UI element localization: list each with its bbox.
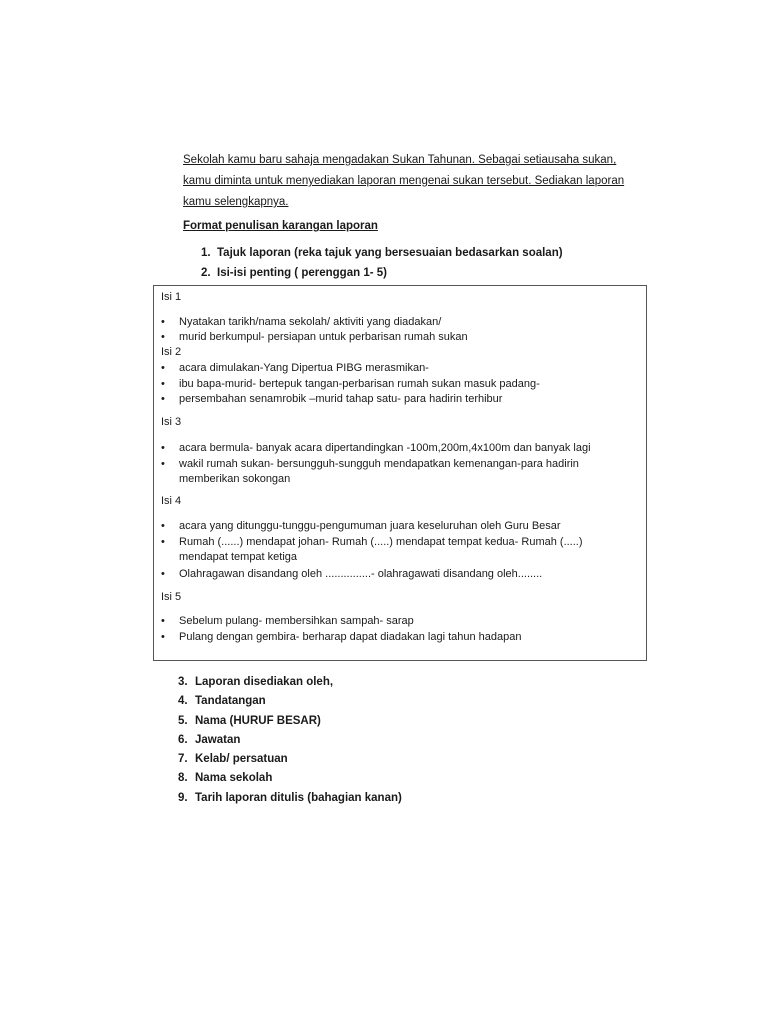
bullet-item — [161, 458, 579, 470]
bullet-item — [161, 568, 542, 580]
list-item — [178, 753, 402, 772]
list-text: Kelab/ persatuan — [195, 753, 288, 766]
isi-4-label: Isi 4 — [161, 495, 182, 507]
isi-2-label: Isi 2 — [161, 346, 182, 358]
list-number: 8. — [178, 772, 188, 785]
bullet-text: acara yang ditunggu-tunggu-pengumuman juara keseluruhan oleh Guru Besar — [179, 520, 561, 532]
question-line: kamu diminta untuk menyediakan laporan mengenai sukan tersebut. Sediakan laporan — [183, 175, 625, 187]
list-item — [178, 734, 402, 753]
bullet-icon: • — [161, 331, 165, 343]
list-item — [201, 247, 563, 267]
list-number: 5. — [178, 714, 188, 727]
bullet-icon: • — [161, 520, 165, 532]
list-item — [178, 715, 402, 734]
list-number: 7. — [178, 753, 188, 766]
list-item — [178, 676, 402, 695]
list-text: Tandatangan — [195, 695, 266, 708]
list-text: Nama sekolah — [195, 772, 273, 785]
bullet-icon: • — [161, 458, 165, 470]
bullet-text: Sebelum pulang- membersihkan sampah- sarap — [179, 615, 414, 627]
bullet-icon: • — [161, 393, 165, 405]
bullet-item — [161, 536, 583, 548]
numbered-list-top — [201, 247, 563, 287]
bullet-item — [161, 316, 441, 328]
format-title: Format penulisan karangan laporan — [183, 220, 378, 232]
isi-1-label: Isi 1 — [161, 291, 182, 303]
list-number: 1. — [201, 247, 211, 259]
bullet-text: acara bermula- banyak acara dipertandingkan -100m,200m,4x100m dan banyak lagi — [179, 442, 591, 454]
list-number: 3. — [178, 676, 188, 688]
bullet-item — [161, 331, 468, 343]
list-text: Nama (HURUF BESAR) — [195, 714, 321, 727]
bullet-icon: • — [161, 568, 165, 580]
list-item — [178, 772, 402, 791]
bullet-text: acara dimulakan-Yang Dipertua PIBG merasmikan- — [179, 362, 429, 374]
isi-5-label: Isi 5 — [161, 591, 182, 603]
list-number: 4. — [178, 695, 188, 708]
bullet-icon: • — [161, 362, 165, 374]
list-text: Tajuk laporan (reka tajuk yang bersesuaian bedasarkan soalan) — [217, 247, 563, 259]
bullet-text: murid berkumpul- persiapan untuk perbarisan rumah sukan — [179, 331, 468, 343]
bullet-item — [161, 615, 414, 627]
bullet-icon: • — [161, 316, 165, 328]
bullet-icon: • — [161, 631, 165, 643]
bullet-item — [161, 442, 591, 454]
bullet-item — [161, 631, 522, 643]
bullet-item — [161, 393, 502, 405]
bullet-icon: • — [161, 378, 165, 390]
list-number: 9. — [178, 791, 188, 804]
question-paragraph — [183, 150, 633, 213]
question-line: Sekolah kamu baru sahaja mengadakan Sukan Tahunan. Sebagai setiausaha sukan, — [183, 154, 617, 166]
bullet-text: Nyatakan tarikh/nama sekolah/ aktiviti yang diadakan/ — [179, 316, 442, 328]
list-number: 2. — [201, 267, 211, 279]
list-item — [178, 792, 402, 811]
bullet-text: Pulang dengan gembira- berharap dapat diadakan lagi tahun hadapan — [179, 631, 522, 643]
content-points-box — [153, 285, 647, 661]
bullet-icon: • — [161, 536, 165, 548]
bullet-continuation: memberikan sokongan — [179, 473, 291, 485]
list-text: Laporan disediakan oleh, — [195, 676, 334, 688]
bullet-continuation: mendapat tempat ketiga — [179, 551, 298, 563]
bullet-item — [161, 520, 561, 532]
isi-3-label: Isi 3 — [161, 416, 182, 428]
bullet-item — [161, 362, 429, 374]
bullet-text: Rumah (......) mendapat johan- Rumah (.....) mendapat tempat kedua- Rumah (.....) — [179, 536, 583, 548]
list-text: Isi-isi penting ( perenggan 1- 5) — [217, 267, 387, 279]
numbered-list-bottom — [178, 676, 402, 811]
list-number: 6. — [178, 733, 188, 746]
list-item — [178, 695, 402, 714]
bullet-icon: • — [161, 442, 165, 454]
list-item — [201, 267, 563, 287]
bullet-item — [161, 378, 540, 390]
bullet-text: ibu bapa-murid- bertepuk tangan-perbarisan rumah sukan masuk padang- — [179, 378, 540, 390]
bullet-icon: • — [161, 615, 165, 627]
bullet-text: persembahan senamrobik –murid tahap satu- para hadirin terhibur — [179, 393, 503, 405]
bullet-text: wakil rumah sukan- bersungguh-sungguh mendapatkan kemenangan-para hadirin — [179, 458, 579, 470]
list-text: Tarih laporan ditulis (bahagian kanan) — [195, 791, 402, 804]
question-line: kamu selengkapnya. — [183, 196, 289, 208]
bullet-text: Olahragawan disandang oleh ...............- olahragawati disandang oleh........ — [179, 568, 543, 580]
list-text: Jawatan — [195, 733, 241, 746]
